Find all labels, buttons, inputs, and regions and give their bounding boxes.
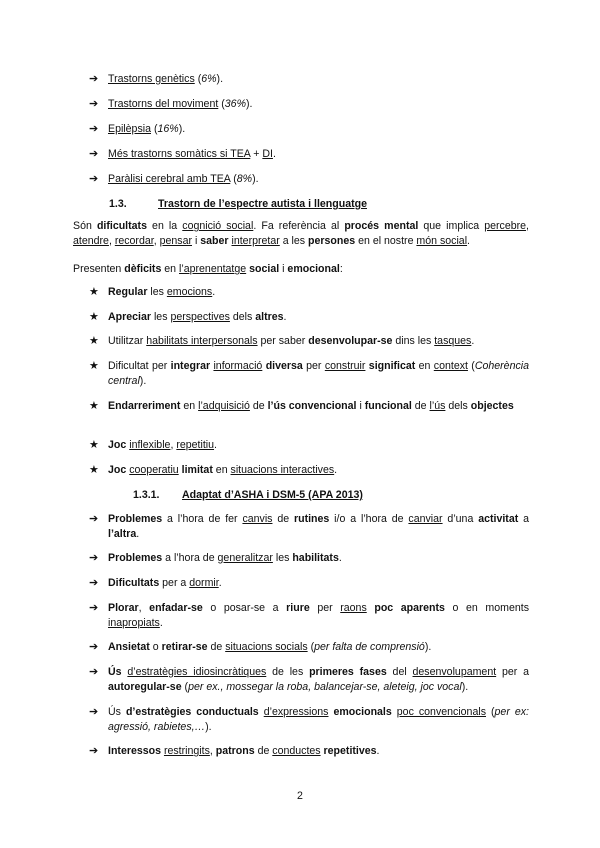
bold-term: d’estratègies conductuals (125, 706, 259, 718)
star-bullet-icon: ★ (89, 286, 99, 298)
list-item: ➔ Trastorns del moviment (36%). (89, 98, 253, 110)
list-item: ★ Apreciar les perspectives dels altres. (89, 311, 287, 323)
bold-term: desenvolupar-se (308, 335, 393, 347)
bold-term: emocional (287, 263, 340, 275)
list-item: ➔ Plorar, enfadar-se o posar-se a riure per raons poc aparents o en moments inapropiats. (89, 602, 529, 629)
underlined-term: canvis (242, 513, 273, 525)
list-item: ➔ Problemes a l’hora de fer canvis de rutines i/o a l’hora de canviar d’una activitat a l’altra. (89, 513, 530, 540)
list-item: ➔ Ús d’estratègies conductuals d’expressions emocionals poc convencionals (per ex: agressió, rabietes,…). (89, 706, 529, 733)
italic-text: 6% (201, 73, 217, 85)
underlined-term: dormir (189, 577, 219, 589)
bold-term: significat (368, 360, 416, 372)
paragraph-deficits-intro: Presenten dèficits en l’aprenentatge social i emocional: (73, 263, 343, 275)
underlined-term: generalitzar (217, 552, 273, 564)
underlined-term: d’expressions (263, 706, 329, 718)
list-item: ★ Regular les emocions. (89, 286, 216, 298)
underlined-term: habilitats interpersonals (146, 335, 258, 347)
bold-term: autoregular-se (108, 681, 182, 693)
bold-term: persones (308, 235, 356, 247)
bold-term: Ansietat (108, 641, 150, 653)
bold-term: l’altra (108, 528, 137, 540)
bold-term: funcional (364, 400, 412, 412)
bold-term: saber (200, 235, 229, 247)
italic-text: 8% (236, 173, 253, 185)
arrow-bullet-icon: ➔ (89, 706, 99, 718)
list-item: ★ Joc cooperatiu limitat en situacions interactives. (89, 464, 338, 476)
bold-term: Endarreriment (108, 400, 181, 412)
bold-term: procés mental (344, 220, 419, 232)
list-item: ★ Endarreriment en l’adquisició de l’ús convencional i funcional de l’ús dels objectes (89, 400, 514, 412)
italic-text: Coherència central (108, 360, 530, 387)
underlined-term: construir (324, 360, 366, 372)
arrow-bullet-icon: ➔ (89, 173, 99, 185)
bold-term: dificultats (96, 220, 147, 232)
arrow-bullet-icon: ➔ (89, 552, 99, 564)
bold-term: altres (255, 311, 284, 323)
section-number: 1.3. (109, 198, 127, 210)
underlined-term: emocions (166, 286, 213, 298)
underlined-term: poc convencionals (396, 706, 486, 718)
page-number: 2 (297, 790, 303, 802)
arrow-bullet-icon: ➔ (89, 98, 99, 110)
list-item: ➔ Dificultats per a dormir. (89, 577, 222, 589)
bold-term: repetitives (323, 745, 377, 757)
underlined-term: situacions socials (225, 641, 308, 653)
bold-term: Joc (108, 439, 127, 451)
list-item: ➔ Trastorns genètics (6%). (89, 73, 224, 85)
arrow-bullet-icon: ➔ (89, 148, 99, 160)
bold-term: social (249, 263, 280, 275)
bold-term: poc aparents (374, 602, 445, 614)
bold-term: Ús (108, 666, 122, 678)
underlined-term: Més trastorns somàtics si TEA (108, 148, 251, 160)
arrow-bullet-icon: ➔ (89, 73, 99, 85)
bold-term: riure (286, 602, 310, 614)
underlined-term: Trastorns del moviment (108, 98, 219, 110)
underlined-term: l’aprenentatge (179, 263, 247, 275)
section-number: 1.3.1. (133, 489, 160, 501)
arrow-bullet-icon: ➔ (89, 123, 99, 135)
underlined-term: raons (340, 602, 367, 614)
bold-term: habilitats (292, 552, 339, 564)
underlined-term: Paràlisi cerebral amb TEA (108, 173, 231, 185)
underlined-term: l’adquisició (198, 400, 250, 412)
underlined-term: l’ús (429, 400, 446, 412)
bold-term: Plorar (108, 602, 139, 614)
underlined-term: percebre (484, 220, 527, 232)
arrow-bullet-icon: ➔ (89, 577, 99, 589)
list-item: ➔ Interessos restringits, patrons de conductes repetitives. (89, 745, 380, 757)
arrow-bullet-icon: ➔ (89, 602, 99, 614)
underlined-term: informació (213, 360, 263, 372)
bold-term: Problemes (108, 513, 163, 525)
bold-term: l’ús convencional (267, 400, 357, 412)
section-title: Adaptat d’ASHA i DSM-5 (APA 2013) (182, 489, 363, 501)
underlined-term: cooperatiu (129, 464, 179, 476)
italic-text: per ex: agressió, rabietes,… (108, 706, 529, 733)
bold-term: limitat (181, 464, 213, 476)
bold-term: activitat (478, 513, 519, 525)
bold-term: enfadar-se (149, 602, 203, 614)
arrow-bullet-icon: ➔ (89, 513, 99, 525)
section-title: Trastorn de l’espectre autista i llenguatge (158, 198, 367, 210)
bold-term: integrar (170, 360, 211, 372)
star-bullet-icon: ★ (89, 464, 99, 476)
underlined-term: desenvolupament (412, 666, 497, 678)
list-item: ★ Joc inflexible, repetitiu. (89, 439, 217, 451)
bold-term: Regular (108, 286, 148, 298)
arrow-bullet-icon: ➔ (89, 641, 99, 653)
bold-term: retirar-se (161, 641, 208, 653)
underlined-term: inflexible (129, 439, 171, 451)
bold-term: Dificultats (108, 577, 160, 589)
italic-text: 36% (224, 98, 246, 110)
bold-term: emocionals (333, 706, 392, 718)
arrow-bullet-icon: ➔ (89, 666, 99, 678)
bold-term: dèficits (124, 263, 162, 275)
underlined-term: canviar (408, 513, 443, 525)
underlined-term: tasques (434, 335, 472, 347)
bold-term: patrons (215, 745, 255, 757)
bold-term: Problemes (108, 552, 163, 564)
underlined-term: restringits (163, 745, 210, 757)
italic-text: per falta de comprensió (314, 641, 425, 653)
underlined-term: DI (262, 148, 273, 160)
bold-term: diversa (265, 360, 303, 372)
star-bullet-icon: ★ (89, 311, 99, 323)
list-item: ★ Utilitzar habilitats interpersonals per saber desenvolupar-se dins les tasques. (89, 335, 475, 347)
underlined-term: cognició social (182, 220, 254, 232)
list-item: ➔ Problemes a l’hora de generalitzar les habilitats. (89, 552, 342, 564)
bold-term: rutines (293, 513, 330, 525)
underlined-term: inapropiats (108, 617, 160, 629)
underlined-term: interpretar (231, 235, 280, 247)
underlined-term: món social (416, 235, 468, 247)
star-bullet-icon: ★ (89, 439, 99, 451)
underlined-term: perspectives (170, 311, 230, 323)
paragraph-social-cognition: Són dificultats en la cognició social. Fa referència al procés mental que implica percebre, atendre, recordar, pensar i saber interpretar a les persones en el nostre món social. (73, 220, 529, 247)
underlined-term: recordar (114, 235, 154, 247)
star-bullet-icon: ★ (89, 335, 99, 347)
arrow-bullet-icon: ➔ (89, 745, 99, 757)
star-bullet-icon: ★ (89, 400, 99, 412)
bold-term: Apreciar (108, 311, 151, 323)
bold-term: objectes (470, 400, 514, 412)
underlined-term: atendre (73, 235, 109, 247)
list-item: ★ Dificultat per integrar informació diversa per construir significat en context (Coherència central). (89, 360, 530, 387)
underlined-term: Epilèpsia (108, 123, 151, 135)
italic-text: 16% (157, 123, 179, 135)
underlined-term: conductes (272, 745, 321, 757)
bold-term: Interessos (108, 745, 161, 757)
underlined-term: pensar (159, 235, 192, 247)
underlined-term: situacions interactives (230, 464, 335, 476)
section-heading-1-3 (109, 197, 367, 212)
list-item: ➔ Epilèpsia (16%). (89, 123, 186, 135)
star-bullet-icon: ★ (89, 360, 99, 372)
underlined-term: Trastorns genètics (108, 73, 195, 85)
list-item: ➔ Paràlisi cerebral amb TEA (8%). (89, 173, 259, 185)
list-item: ➔ Ús d’estratègies idiosincràtiques de les primeres fases del desenvolupament per a autoregular-se (per ex., mossegar la roba, balancejar-se, aleteig, joc vocal). (89, 666, 529, 693)
bold-term: primeres fases (309, 666, 387, 678)
bold-term: Joc (108, 464, 127, 476)
italic-text: per ex., mossegar la roba, balancejar-se, aleteig, joc vocal (188, 681, 462, 693)
list-item: ➔ Més trastorns somàtics si TEA + DI. (89, 148, 276, 160)
underlined-term: d’estratègies idiosincràtiques (127, 666, 267, 678)
underlined-term: context (433, 360, 468, 372)
section-heading-1-3-1 (133, 488, 363, 503)
underlined-term: repetitiu (176, 439, 215, 451)
list-item: ➔ Ansietat o retirar-se de situacions socials (per falta de comprensió). (89, 641, 432, 653)
